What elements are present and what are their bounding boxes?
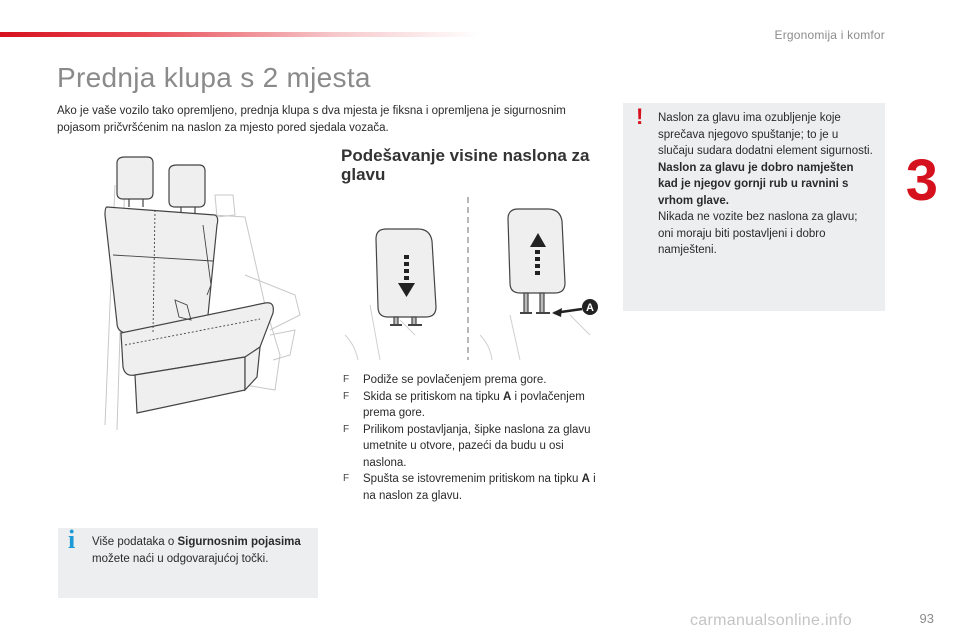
warning-icon: ! [636, 104, 644, 129]
headrest-left-icon [117, 157, 153, 199]
step-item: F Spušta se istovremenim pritiskom na tipku A i na naslon za glavu. [343, 473, 596, 502]
bullet-icon: F [343, 423, 350, 435]
callout-a-label: A [586, 302, 594, 314]
warning-text: Naslon za glavu ima ozubljenje koje sprečava njegovo spuštanje; to je u slučaju sudara dodatni element sigurnosti. Naslon za glavu je dobro namješten kad je njegov gornji rub u ravnini s vrhom glave. Nikada ne vozite bez naslona za glavu; oni moraju biti postavljeni i dobro namješteni. [658, 112, 873, 256]
info-text: Više podataka o Sigurnosnim pojasima možete naći u odgovarajućoj točki. [92, 536, 301, 565]
headrest-right-icon [169, 165, 205, 207]
step-item: F Skida se pritiskom na tipku A i povlačenjem prema gore. [343, 390, 585, 419]
headrest-heading: Podešavanje visine naslona za glavu [341, 146, 590, 184]
chapter-number: 3 [905, 148, 938, 213]
bench-seat-illustration [95, 155, 305, 440]
intro-paragraph: Ako je vaše vozilo tako opremljeno, prednja klupa s dva mjesta je fiksna i opremljena je sigurnosnim pojasom pričvršćenim na naslon za mjesto pored sjedala vozača. [57, 105, 566, 134]
section-label: Ergonomija i komfor [774, 28, 885, 42]
page-title: Prednja klupa s 2 mjesta [57, 62, 371, 93]
headrest-adjustment-illustration [340, 195, 605, 365]
bullet-icon: F [343, 390, 350, 402]
info-icon: i [68, 525, 76, 554]
bullet-icon: F [343, 473, 350, 484]
step-item: F Podiže se povlačenjem prema gore. [341, 372, 609, 389]
info-box [58, 525, 318, 598]
page-number: 93 [919, 611, 934, 626]
top-accent-bar [0, 32, 480, 37]
step-item: F Prilikom postavljanja, šipke naslona za glavu umetnite u otvore, pazeći da budu u osi naslona. [343, 423, 591, 469]
watermark: carmanualsonline.info [690, 612, 852, 629]
adjustment-steps-list [341, 372, 609, 504]
warning-box [623, 103, 885, 311]
bullet-icon: F [343, 374, 350, 385]
